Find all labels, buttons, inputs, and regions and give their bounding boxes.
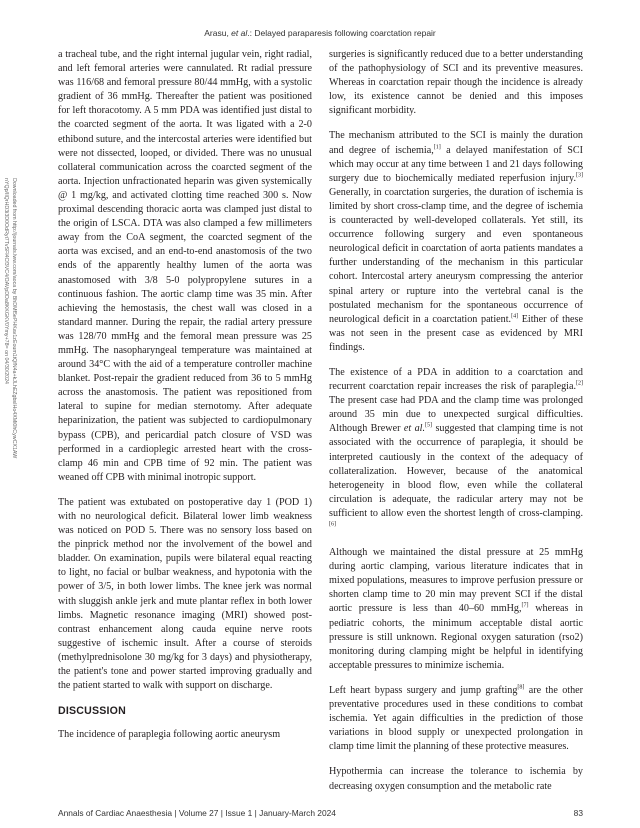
text-run: Generally, in coarctation surgeries, the duration of ischemia is limited by short cross-clamp time, and the degree of ischemia is counteracted by well-developed collaterals. Yet still, its occurrence following surgery and even spontaneous neurological deficit in coarctation of aorta patients mandates a further understanding of the mechanism in this particular cohort. Intercostal artery aneurysm compressing the anterior spinal artery or rupture into the vertebral canal is the postulated mechanism for the spontaneous occurrence of neurological deficit in a coarctation patient. (329, 186, 583, 325)
text-run: Left heart bypass surgery and jump grafting (329, 684, 518, 696)
discussion-paragraph-3 (329, 366, 583, 535)
citation[interactable]: [5] (425, 422, 433, 429)
discussion-paragraph-4 (329, 546, 583, 673)
text-run: The mechanism attributed to the SCI is mainly the duration and degree of ischemia, (329, 130, 583, 156)
citation[interactable]: [8] (517, 684, 525, 691)
text-run: a delayed manifestation of SCI which may occur at any time between 1 and 21 days following surgery due to biochemically mediated reperfusion injury. (329, 144, 583, 184)
page-footer (58, 808, 583, 818)
left-column (58, 48, 312, 753)
text-run: The present case had PDA and the clamp time was prolonged around 35 min due to unexpected surgical difficulties. Although Brewer (329, 395, 583, 435)
citation[interactable]: [1] (433, 144, 441, 151)
download-watermark-line-2: nYQp/IlQrHD3i3D0OdRyi7TvSFl4Cf3VC4/OAVpDDa8KKGKV0Ymy+78= on 04/30/2024 (3, 178, 9, 384)
citation[interactable]: [3] (576, 172, 583, 179)
et-al-italic: et al. (403, 423, 426, 435)
text-run: suggested that clamping time is not associated with the occurrence of paraplegia, it should be interpreted cautiously in the context of the adequacy of collateralization. However, because of the anatomical heterogeneity in blood flow, even while the collateral circulation is adequate, the radicular artery may not be sufficient to allow even the shortest length of cross-clamping. (329, 423, 583, 519)
download-watermark-line-1: Downloaded from http://journals.lww.com/aoca by BhDMf5ePHKav1zEoum1tQfN4a+kJLhEZgbsIHo4XMi0hCywCX1AW (11, 178, 17, 459)
page-number: 83 (573, 808, 583, 818)
section-heading-discussion: DISCUSSION (58, 705, 126, 718)
postoperative-paragraph: The patient was extubated on postoperative day 1 (POD 1) with no neurological deficit. Bilateral lower limb weakness was noticed on POD 5. There was no sensory loss based on the pinprick method nor the involvement of the bowel and bladder. On examination, pupils were bilateral equal reacting to light, no facial or bulbar weakness, and hypotonia with the power of 3/5, in both lower limbs. The knee jerk was normal with sluggish ankle jerk and mute plantar reflex in both lower limbs. Magnetic resonance imaging (MRI) showed post-contrast enhancement along cauda equine nerve roots suggestive of ischemic insult. After a course of steroids (methylprednisolone 30 mg/kg for 3 days) and physiotherapy, the patient's tone and power started improving gradually and the patient started to walk with support on discharge. (58, 496, 312, 692)
running-head (0, 28, 640, 38)
text-run: whereas in pediatric cohorts, the minimum acceptable distal aortic pressure is still unknown. Regional oxygen saturation (rso2) monitoring during clamping might be helpful in identifying acceptable pressures to minimize ischemia. (329, 603, 583, 671)
text-run: Although we maintained the distal pressure at 25 mmHg during aortic clamping, various literature indicates that in mixed populations, measures to improve perfusion pressure or shorten clamp time to 20 min may prevent SCI if the distal aortic pressure is less than 40–60 mmHg, (329, 547, 583, 615)
discussion-paragraph-1: surgeries is significantly reduced due to a better understanding of the pathophysiology of SCI and its preventive measures. Whereas in coarctation repair though the incidence is already low, its existence cannot be denied and this imposes significant morbidity. (329, 49, 583, 117)
discussion-paragraph-2 (329, 129, 583, 355)
running-head-et-al: et al (231, 28, 248, 38)
text-run: The existence of a PDA in addition to a coarctation and recurrent coarctation repair increases the risk of paraplegia. (329, 366, 583, 393)
citation[interactable]: [4] (511, 313, 519, 320)
text-run: Either of these was not seen in the present case as evidenced by MRI findings. (329, 313, 583, 353)
discussion-paragraph-5 (329, 684, 583, 754)
discussion-paragraph-6: Hypothermia can increase the tolerance to ischemia by decreasing oxygen consumption and the metabolic rate (329, 766, 583, 792)
journal-citation: Annals of Cardiac Anaesthesia | Volume 27 | Issue 1 | January-March 2024 (58, 808, 336, 818)
citation[interactable]: [7] (521, 603, 529, 610)
running-head-title: .: Delayed paraparesis following coarctation repair (247, 28, 436, 38)
citation[interactable]: [2] (576, 380, 583, 387)
citation[interactable]: [6] (329, 521, 336, 528)
text-run: are the other preventative procedures used in these conditions to combat ischemia. Yet again difficulties in the prediction of those variations in blood supply or unexpected prolongation in clamp time limit the planning of these protective measures. (329, 684, 583, 753)
case-report-paragraph: a tracheal tube, and the right internal jugular vein, right radial, and left femoral arteries were cannulated. Rt radial pressure was 116/68 and femoral pressure 80/44 mmHg, with a systolic gradient of 36 mmHg. Thereafter the patient was positioned for left thoracotomy. A 5 mm PDA was identified just distal to the coarcted segment of the aorta. It was ligated with a 2-0 ethibond suture, and the intercostal arteries were identified but were not dissected, looped, or divided. There was no unusual collateral communication across the coarcted segment of the aorta. Injection unfractionated heparin was given systemically @ 1 mg/kg, and activated clotting time reached 300 s. Now proximal descending thoracic aorta was clamped just distal to the origin of LSCA. DTA was also clamped a few millimeters away from the CoA segment, the coarcted segment of the aorta was excised, and an end-to-end anastomosis of the two ends of the apparently healthy lumen of the aorta was anastomosed with 3/8 5-0 polypropylene sutures in a continuous fashion. The aortic clamp time was 35 min. After achieving the hemostasis, the chest wall was closed in a standard manner. During the repair, the radial artery pressure was 128/70 mmHg and the femoral mean pressure was 25 mmHg. The nasopharyngeal temperature was maintained at around 34°C with the aid of a temperature controller machine blanket. Post-repair the gradient reduced from 36 to 5 mmHg across the anastomosis. The patient was repositioned from lateral to supine for median sternotomy. After adequate heparinization, the patient was subjected to cardiopulmonary bypass (CPB), and pericardial patch closure of VSD was performed in a cardioplegic arrested heart with the cross-clamp 46 min and CPB time of 92 min. The patient was weaned off CPB with minimal inotropic support. (58, 49, 312, 483)
running-head-authors: Arasu, (204, 28, 232, 38)
download-watermark (2, 178, 18, 458)
discussion-paragraph-start: The incidence of paraplegia following aortic aneurysm (58, 729, 281, 741)
right-column (329, 48, 583, 805)
